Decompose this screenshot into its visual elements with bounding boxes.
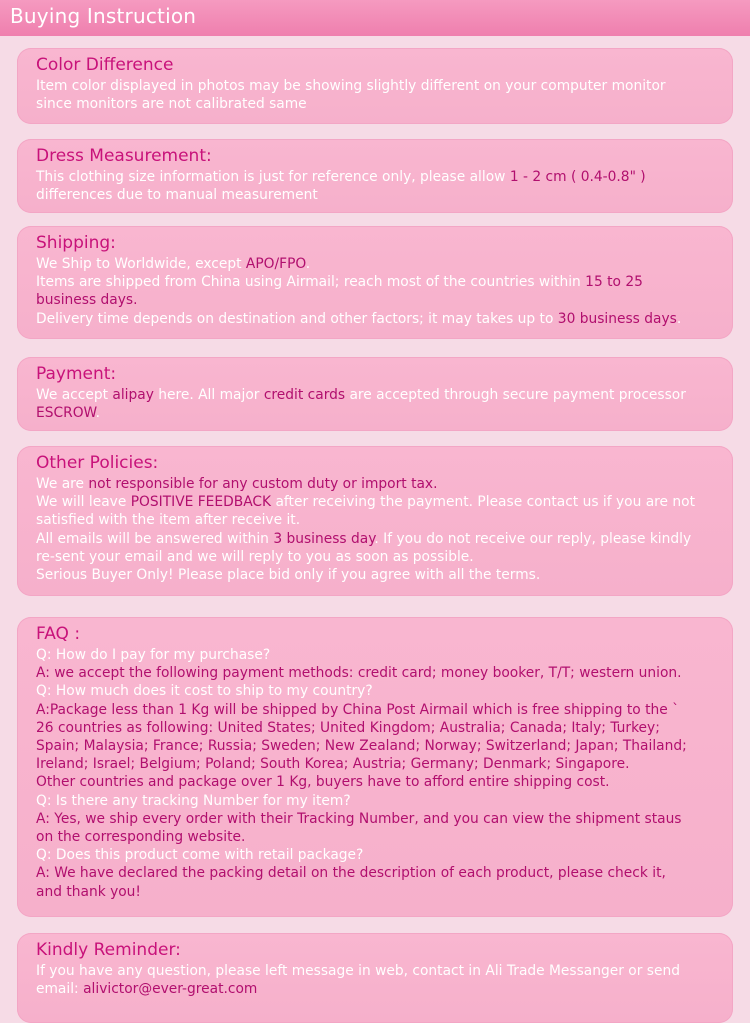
highlight-text: business days. bbox=[36, 292, 138, 309]
text-fragment: This clothing size information is just for reference only, please allow bbox=[36, 169, 510, 185]
text-fragment: after receiving the payment. Please contact us if you are not bbox=[271, 494, 696, 511]
faq-answer: Spain; Malaysia; France; Russia; Sweden; New Zealand; Norway; Switzerland; Japan; Thailand; bbox=[36, 738, 687, 755]
other-policies-title: Other Policies: bbox=[36, 453, 159, 473]
dress-measurement-text bbox=[36, 168, 714, 204]
kindly-reminder-panel bbox=[17, 933, 733, 1023]
text-line: since monitors are not calibrated same bbox=[36, 96, 307, 113]
text-fragment: We Ship to Worldwide, except bbox=[36, 256, 246, 272]
text-line bbox=[36, 980, 714, 998]
highlight-text: not responsible for any custom duty or import tax. bbox=[88, 476, 438, 492]
text-fragment: We accept bbox=[36, 387, 113, 403]
faq-answer: Ireland; Israel; Belgium; Poland; South Korea; Austria; Germany; Denmark; Singapore. bbox=[36, 756, 630, 773]
text-line: Serious Buyer Only! Please place bid only if you agree with all the terms. bbox=[36, 567, 541, 584]
text-line bbox=[36, 273, 714, 291]
text-line bbox=[36, 493, 714, 511]
faq-answer: and thank you! bbox=[36, 883, 141, 900]
text-line: satisfied with the item after receive it. bbox=[36, 512, 301, 529]
highlight-text: 15 to 25 bbox=[585, 274, 643, 291]
contact-email: alivictor@ever-great.com bbox=[83, 981, 258, 998]
text-fragment: We will leave bbox=[36, 494, 131, 511]
highlight-text: credit cards bbox=[263, 387, 346, 403]
highlight-text: 3 business day bbox=[273, 530, 375, 547]
faq-answer: on the corresponding website. bbox=[36, 829, 246, 846]
text-line bbox=[36, 255, 714, 273]
shipping-panel bbox=[17, 226, 733, 339]
faq-title: FAQ : bbox=[36, 624, 81, 644]
text-line bbox=[36, 386, 714, 404]
faq-text bbox=[36, 646, 714, 901]
text-fragment: . bbox=[305, 256, 311, 272]
dress-measurement-title: Dress Measurement: bbox=[36, 146, 212, 166]
faq-question: Q: How much does it cost to ship to my country? bbox=[36, 683, 373, 700]
text-line bbox=[36, 310, 714, 328]
text-fragment: Delivery time depends on destination and other factors; it may takes up to bbox=[36, 310, 558, 327]
kindly-reminder-title: Kindly Reminder: bbox=[36, 940, 181, 960]
payment-text bbox=[36, 386, 714, 422]
highlight-text: alipay bbox=[112, 387, 154, 403]
highlight-text: APO/FPO bbox=[245, 256, 306, 272]
text-line bbox=[36, 530, 714, 548]
payment-title: Payment: bbox=[36, 364, 117, 384]
faq-answer: Other countries and package over 1 Kg, buyers have to afford entire shipping cost. bbox=[36, 774, 610, 791]
text-fragment: All emails will be answered within bbox=[36, 530, 274, 547]
shipping-text bbox=[36, 255, 714, 328]
text-fragment: . bbox=[95, 405, 101, 422]
text-fragment: Items are shipped from China using Airmail; reach most of the countries within bbox=[36, 274, 586, 291]
highlight-text: 1 - 2 cm ( 0.4-0.8" ) bbox=[509, 169, 646, 185]
faq-question: Q: Does this product come with retail package? bbox=[36, 847, 364, 864]
highlight-text: ESCROW bbox=[36, 405, 96, 422]
header-bar bbox=[0, 0, 750, 36]
faq-answer: A: we accept the following payment methods: credit card; money booker, T/T; western union. bbox=[36, 665, 682, 682]
text-line bbox=[36, 404, 714, 422]
color-difference-panel bbox=[17, 48, 733, 124]
text-fragment: . bbox=[676, 310, 682, 327]
faq-answer: 26 countries as following: United States; United Kingdom; Australia; Canada; Italy; Turkey; bbox=[36, 719, 660, 736]
text-fragment: . If you do not receive our reply, please kindly bbox=[374, 530, 692, 547]
text-fragment: We are bbox=[36, 476, 89, 492]
text-fragment: email: bbox=[36, 981, 84, 998]
page-title: Buying Instruction bbox=[10, 4, 197, 28]
text-line bbox=[36, 168, 714, 186]
text-line bbox=[36, 475, 714, 493]
text-line: Item color displayed in photos may be showing slightly different on your computer monitor bbox=[36, 78, 666, 94]
color-difference-text bbox=[36, 77, 714, 113]
dress-measurement-panel bbox=[17, 139, 733, 213]
text-fragment: here. All major bbox=[153, 387, 264, 403]
faq-answer: A:Package less than 1 Kg will be shipped by China Post Airmail which is free shipping to the ` bbox=[36, 701, 680, 718]
shipping-title: Shipping: bbox=[36, 233, 116, 253]
text-fragment: are accepted through secure payment processor bbox=[345, 387, 686, 403]
faq-panel bbox=[17, 617, 733, 917]
text-line: differences due to manual measurement bbox=[36, 187, 318, 204]
other-policies-text bbox=[36, 475, 714, 584]
faq-question: Q: Is there any tracking Number for my item? bbox=[36, 792, 351, 809]
kindly-reminder-text bbox=[36, 962, 714, 998]
faq-answer: A: Yes, we ship every order with their Tracking Number, and you can view the shipment staus bbox=[36, 810, 682, 827]
highlight-text: 30 business days bbox=[557, 310, 677, 327]
faq-question: Q: How do I pay for my purchase? bbox=[36, 647, 271, 663]
text-line: re-sent your email and we will reply to you as soon as possible. bbox=[36, 548, 474, 565]
payment-panel bbox=[17, 357, 733, 431]
highlight-text: POSITIVE FEEDBACK bbox=[130, 494, 272, 511]
other-policies-panel bbox=[17, 446, 733, 596]
text-line: If you have any question, please left message in web, contact in Ali Trade Messanger or send bbox=[36, 963, 680, 979]
color-difference-title: Color Difference bbox=[36, 55, 174, 75]
faq-answer: A: We have declared the packing detail on the description of each product, please check it, bbox=[36, 865, 666, 882]
